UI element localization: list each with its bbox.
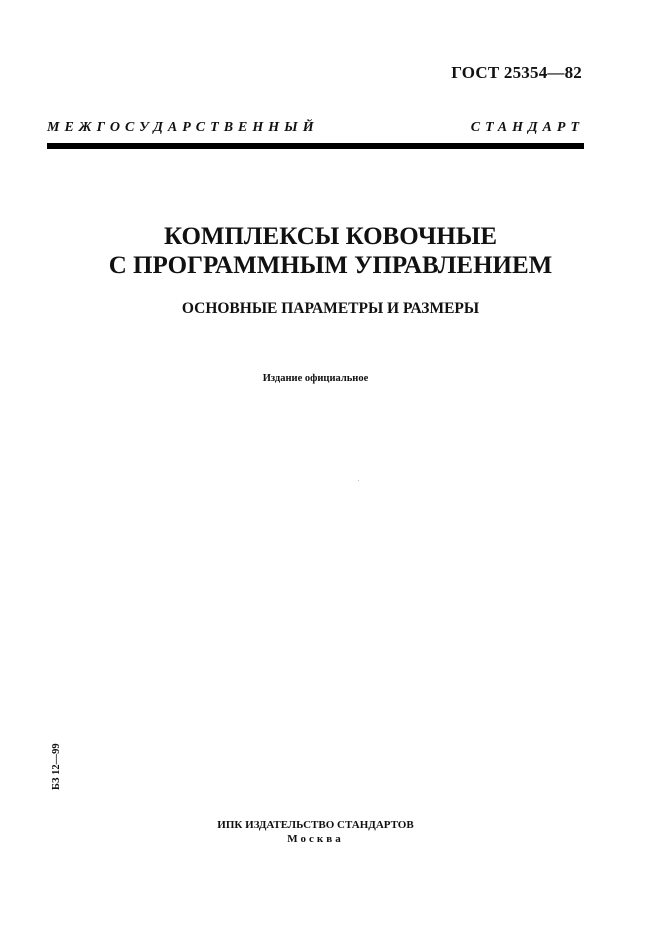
title-line-1: КОМПЛЕКСЫ КОВОЧНЫЕ bbox=[163, 223, 498, 250]
publisher-block bbox=[0, 818, 631, 846]
interstate-standard-label: МЕЖГОСУДАРСТВЕННЫЙ СТАНДАРТ bbox=[47, 120, 584, 135]
publisher-name: ИПК ИЗДАТЕЛЬСТВО СТАНДАРТОВ bbox=[217, 819, 414, 831]
side-code: БЗ 12—99 bbox=[51, 743, 62, 790]
header-rule bbox=[47, 143, 584, 149]
document-title bbox=[0, 222, 661, 280]
print-speck bbox=[358, 480, 359, 481]
edition-note: Издание официальное bbox=[262, 373, 369, 384]
title-line-2: С ПРОГРАММНЫМ УПРАВЛЕНИЕМ bbox=[108, 252, 553, 279]
publisher-city: Москва bbox=[287, 833, 344, 845]
standard-number: ГОСТ 25354—82 bbox=[451, 63, 582, 82]
document-subtitle: ОСНОВНЫЕ ПАРАМЕТРЫ И РАЗМЕРЫ bbox=[181, 300, 480, 317]
